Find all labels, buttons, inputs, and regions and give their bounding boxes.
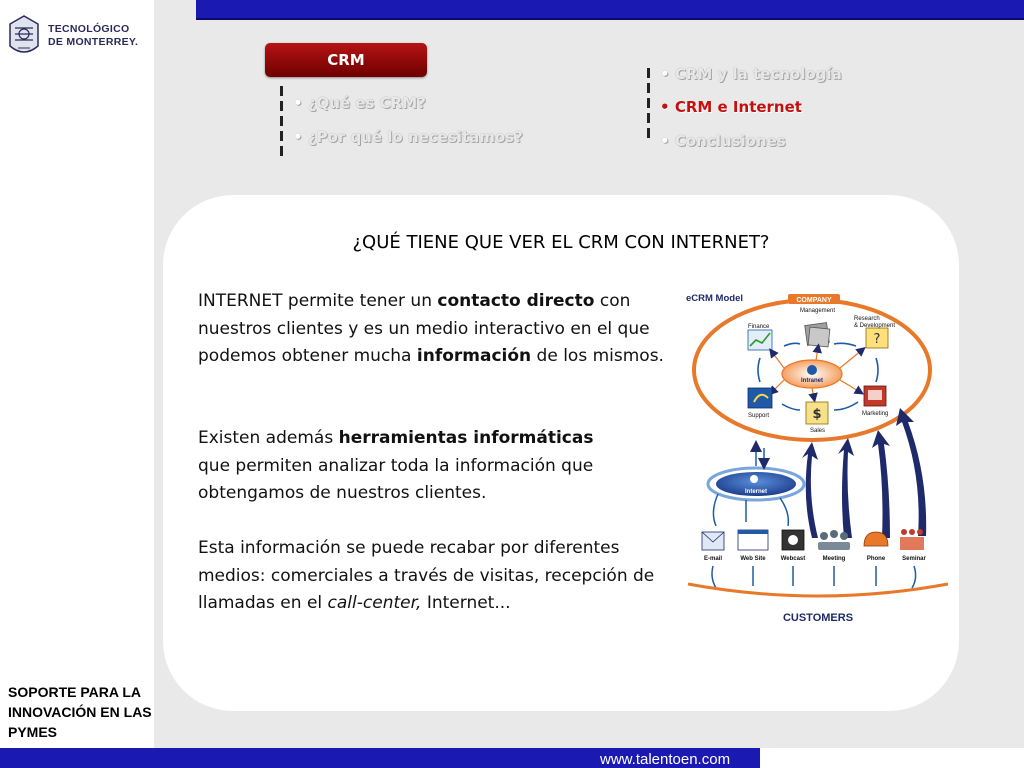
meeting-icon	[818, 530, 850, 550]
finance-label: Finance	[748, 324, 770, 330]
nav-bullet: •	[660, 65, 670, 83]
nav-item-label: CRM y la tecnología	[674, 65, 842, 83]
nav-item-label: ¿Por qué lo necesitamos?	[307, 128, 523, 146]
management-label: Management	[800, 308, 836, 314]
nav-bullet: •	[660, 132, 670, 150]
nav-bullet: •	[293, 94, 303, 112]
support-label: Support	[748, 413, 770, 419]
nav-item-crm-y-la-tecnologia[interactable]	[660, 65, 842, 83]
seminar-icon	[900, 529, 924, 550]
emphasis-informacion: información	[416, 346, 532, 366]
nav-item-por-que-lo-necesitamos[interactable]	[293, 128, 523, 146]
channel-customer-arrows	[712, 566, 916, 588]
nav-item-conclusiones[interactable]	[660, 132, 786, 150]
nav-right-divider	[647, 68, 650, 143]
nav-item-label: CRM e Internet	[674, 98, 802, 116]
diagram-title: eCRM Model	[686, 293, 743, 304]
sales-label: Sales	[810, 428, 826, 434]
nav-item-crm-e-internet[interactable]	[660, 98, 802, 116]
institution-seal-icon	[6, 12, 42, 60]
top-accent-bar	[196, 0, 1024, 20]
slide-title: ¿QUÉ TIENE QUE VER EL CRM CON INTERNET?	[352, 232, 770, 253]
management-icon	[805, 323, 830, 347]
internet-company-arrows	[756, 446, 764, 466]
customers-arc	[688, 584, 948, 596]
channel-label-website: Web Site	[740, 556, 766, 562]
nav-item-que-es-crm[interactable]	[293, 94, 426, 112]
channel-label-webcast: Webcast	[780, 556, 806, 562]
svg-text:?: ?	[873, 332, 881, 347]
nav-left-divider	[280, 86, 283, 161]
nav-item-label: Conclusiones	[674, 132, 786, 150]
website-link[interactable]: www.talentoen.com	[600, 751, 731, 768]
marketing-label: Marketing	[862, 411, 889, 417]
customers-label: CUSTOMERS	[782, 612, 854, 624]
ecrm-model-diagram	[684, 288, 952, 628]
logo-line-2: DE MONTERREY.	[48, 36, 139, 48]
company-label: COMPANY	[796, 297, 832, 304]
webcast-icon	[782, 530, 804, 550]
website-icon	[738, 530, 768, 550]
marketing-icon	[864, 386, 886, 406]
intranet-label: Intranet	[800, 378, 824, 384]
svg-text:$: $	[812, 407, 822, 422]
email-icon	[702, 532, 724, 550]
crm-section-button[interactable]: CRM	[265, 43, 427, 77]
intranet-e-icon	[807, 365, 817, 375]
rnd-label-2: & Development	[854, 323, 896, 329]
nav-bullet: •	[293, 128, 303, 146]
internet-e-icon	[750, 475, 758, 483]
paragraph-herramientas: Existen además herramientas informáticas que permiten analizar toda la información que obtengamos de nuestros clientes.	[198, 428, 594, 503]
emphasis-call-center: call-center,	[327, 593, 422, 613]
internet-label: Internet	[744, 489, 768, 495]
channel-label-email: E-mail	[703, 556, 723, 562]
sidebar-footer-text: SOPORTE PARA LA INNOVACIÓN EN LAS PYMES	[8, 684, 152, 740]
paragraph-medios: Esta información se puede recabar por diferentes medios: comerciales a través de visitas, recepción de llamadas en el call-center, Internet...	[198, 538, 655, 613]
nav-item-label: ¿Qué es CRM?	[307, 94, 426, 112]
channel-label-seminar: Seminar	[902, 556, 926, 562]
sales-icon	[806, 402, 828, 424]
finance-icon	[748, 330, 772, 350]
bottom-bar-end	[760, 748, 1024, 768]
emphasis-contacto-directo: contacto directo	[437, 291, 595, 311]
channel-label-meeting: Meeting	[822, 556, 846, 562]
nav-bullet: •	[660, 98, 670, 116]
support-icon	[748, 388, 772, 408]
logo-line-1: TECNOLÓGICO	[48, 23, 130, 35]
tec-de-monterrey-logo	[6, 12, 138, 60]
research-development-icon	[866, 328, 888, 348]
channel-label-phone: Phone	[866, 556, 886, 562]
rnd-label-1: Research	[854, 316, 880, 322]
paragraph-internet: INTERNET permite tener un contacto directo con nuestros clientes y es un medio interactivo en el que podemos obtener mucha información de los mismos.	[198, 291, 664, 366]
emphasis-herramientas: herramientas informáticas	[338, 428, 594, 448]
